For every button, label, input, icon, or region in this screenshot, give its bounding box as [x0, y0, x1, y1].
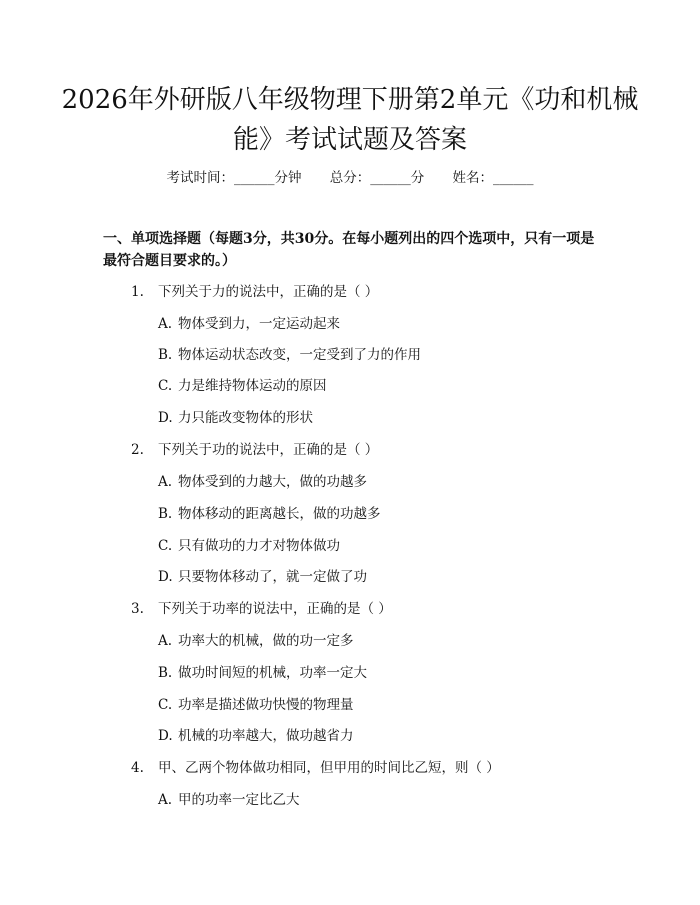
option-text: 物体受到的力越大，做的功越多 [178, 474, 367, 490]
option-4a [158, 790, 300, 810]
option-3a [158, 631, 354, 651]
option-letter: C. [158, 538, 173, 554]
option-text: 做功时间短的机械，功率一定大 [178, 665, 367, 681]
option-letter: A. [158, 316, 173, 332]
option-text: 物体运动状态改变，一定受到了力的作用 [178, 347, 421, 363]
option-letter: D. [158, 569, 173, 585]
option-2c [158, 536, 340, 556]
option-letter: A. [158, 633, 173, 649]
option-letter: B. [158, 347, 173, 363]
option-text: 物体移动的距离越长，做的功越多 [178, 506, 381, 522]
option-letter: A. [158, 474, 173, 490]
student-name-field: 姓名：______ [452, 170, 534, 186]
option-letter: A. [158, 792, 173, 808]
option-letter: D. [158, 410, 173, 426]
question-stem: 下列关于功的说法中，正确的是（ ） [158, 442, 379, 458]
option-text: 只要物体移动了，就一定做了功 [178, 569, 367, 585]
section-heading: 一、单项选择题（每题3分，共30分。在每小题列出的四个选项中，只有一项是最符合题目要求的。） [103, 231, 595, 269]
option-text: 物体受到力，一定运动起来 [178, 316, 340, 332]
question-2 [131, 440, 378, 460]
option-1c [158, 376, 327, 396]
exam-time-field: 考试时间：______分钟 [166, 170, 302, 186]
question-number: 2. [131, 442, 144, 458]
option-text: 力只能改变物体的形状 [178, 410, 313, 426]
option-text: 功率是描述做功快慢的物理量 [178, 697, 354, 713]
option-letter: B. [158, 506, 173, 522]
question-stem: 甲、乙两个物体做功相同，但甲用的时间比乙短，则（ ） [158, 760, 500, 776]
option-text: 机械的功率越大，做功越省力 [178, 728, 354, 744]
question-number: 4. [131, 760, 144, 776]
option-letter: D. [158, 728, 173, 744]
question-3 [131, 599, 392, 619]
option-1a [158, 314, 340, 334]
question-number: 1. [131, 284, 144, 300]
exam-title: 2026年外研版八年级物理下册第2单元《功和机械能》考试试题及答案 [61, 85, 639, 155]
option-letter: C. [158, 697, 173, 713]
option-letter: C. [158, 378, 173, 394]
option-text: 只有做功的力才对物体做功 [178, 538, 340, 554]
exam-meta [0, 168, 700, 188]
option-3b [158, 663, 367, 683]
option-2d [158, 567, 367, 587]
option-3d [158, 726, 354, 746]
option-text: 力是维持物体运动的原因 [178, 378, 327, 394]
question-number: 3. [131, 601, 144, 617]
option-letter: B. [158, 665, 173, 681]
question-4 [131, 758, 500, 778]
option-text: 甲的功率一定比乙大 [178, 792, 300, 808]
question-1 [131, 282, 378, 302]
question-stem: 下列关于功率的说法中，正确的是（ ） [158, 601, 392, 617]
option-2b [158, 504, 381, 524]
option-2a [158, 472, 367, 492]
total-score-field: 总分：______分 [329, 170, 425, 186]
option-1d [158, 408, 313, 428]
option-1b [158, 345, 421, 365]
option-text: 功率大的机械，做的功一定多 [178, 633, 354, 649]
question-stem: 下列关于力的说法中，正确的是（ ） [158, 284, 379, 300]
option-3c [158, 695, 354, 715]
